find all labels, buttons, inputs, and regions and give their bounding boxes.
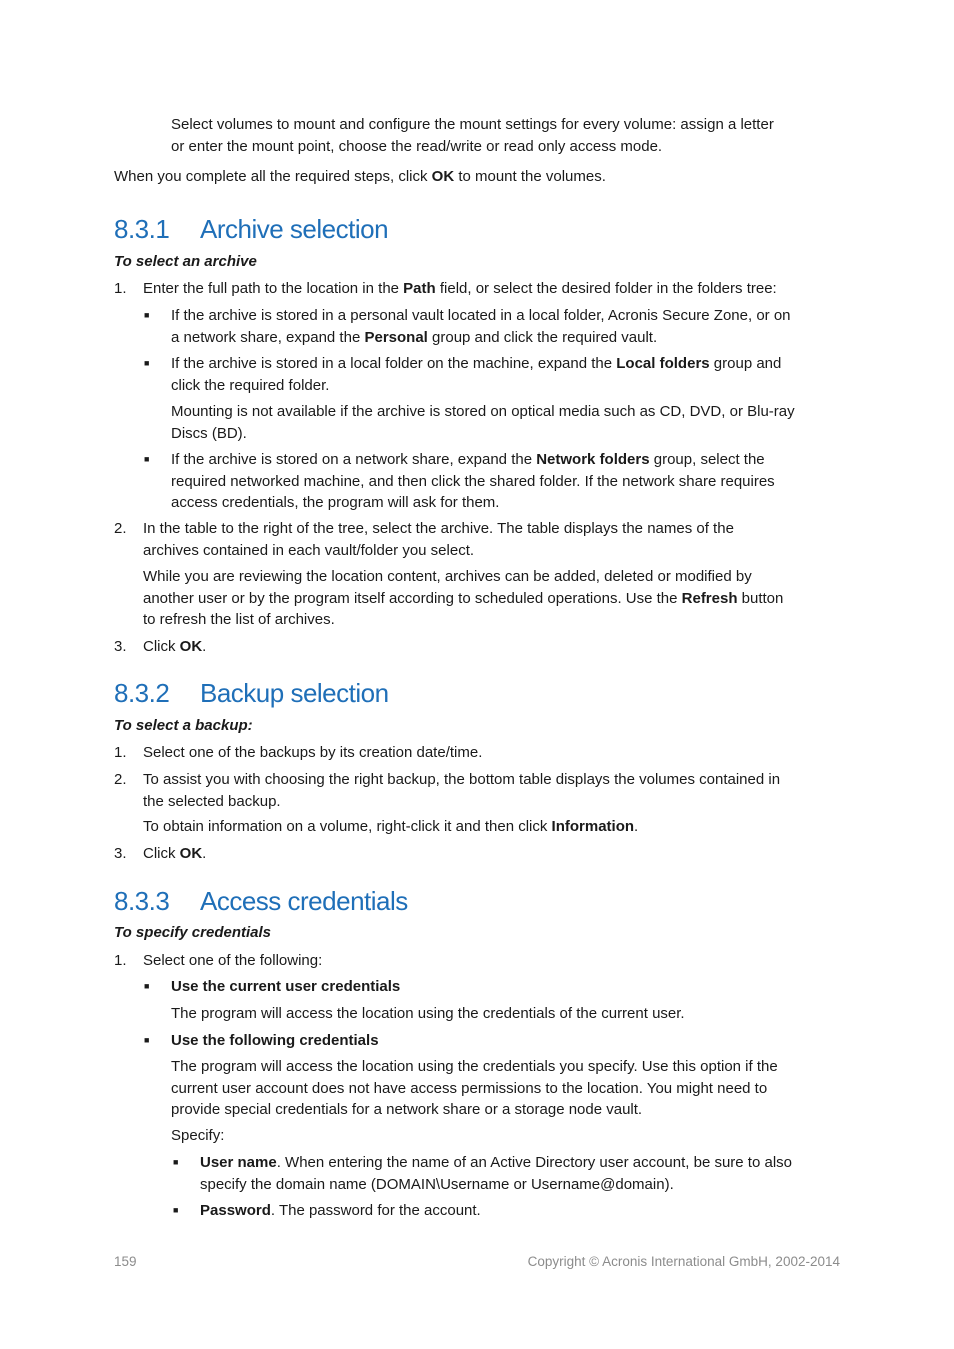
list-item: In the table to the right of the tree, select the archive. The table displays the names of the archives contained in each vault/folder you select. (143, 520, 734, 559)
intro-conclusion: When you complete all the required steps, click OK to mount the volumes. (114, 168, 606, 185)
square-bullet-icon: ■ (144, 358, 150, 368)
list-number: 1. (114, 952, 127, 969)
square-bullet-icon: ■ (144, 1035, 150, 1045)
square-bullet-icon: ■ (144, 310, 150, 320)
bullet-item: Use the current user credentials (171, 978, 401, 995)
bullet-item: Password. The password for the account. (200, 1202, 481, 1219)
bullet-item: If the archive is stored in a local folder on the machine, expand the Local folders group and click the required folder. (171, 355, 782, 394)
option-description: The program will access the location using the credentials of the current user. (171, 1005, 685, 1022)
section-heading-archive-selection: 8.3.1 Archive selection (114, 214, 389, 244)
list-number: 2. (114, 520, 127, 537)
list-number: 1. (114, 744, 127, 761)
procedure-title: To select an archive (114, 253, 257, 270)
square-bullet-icon: ■ (173, 1205, 179, 1215)
list-number: 1. (114, 280, 127, 297)
list-item: Click OK. (143, 845, 207, 862)
list-item: Enter the full path to the location in the Path field, or select the desired folder in the folders tree: (143, 280, 777, 297)
specify-label: Specify: (171, 1127, 225, 1144)
list-number: 3. (114, 638, 127, 655)
bullet-item: If the archive is stored on a network share, expand the Network folders group, select the required networked machine, and then click the shared folder. If the network share requires access credentials, the program will ask for them. (171, 451, 775, 511)
procedure-title: To specify credentials (114, 924, 272, 941)
section-heading-access-credentials: 8.3.3 Access credentials (114, 886, 408, 916)
copyright: Copyright © Acronis International GmbH, 2002-2014 (527, 1254, 840, 1269)
bullet-item: If the archive is stored in a personal vault located in a local folder, Acronis Secure Zone, or on a network share, expand the Personal group and click the required vault. (171, 307, 791, 346)
list-item: To assist you with choosing the right backup, the bottom table displays the volumes contained in the selected backup. (143, 771, 781, 810)
page-number: 159 (114, 1254, 137, 1269)
square-bullet-icon: ■ (144, 981, 150, 991)
list-item: Select one of the following: (143, 952, 323, 969)
bullet-item: User name. When entering the name of an Active Directory user account, be sure to also specify the domain name (DOMAIN\Username or Username@domain). (200, 1154, 792, 1193)
section-heading-backup-selection: 8.3.2 Backup selection (114, 678, 389, 708)
note-paragraph: While you are reviewing the location content, archives can be added, deleted or modified by another user or by the program itself according to scheduled operations. Use the Refresh button to refresh the list of archives. (143, 568, 784, 628)
square-bullet-icon: ■ (173, 1157, 179, 1167)
list-item: Click OK. (143, 638, 207, 655)
list-item: Select one of the backups by its creation date/time. (143, 744, 483, 761)
bullet-item: Use the following credentials (171, 1032, 379, 1049)
procedure-title: To select a backup: (114, 717, 253, 734)
note-paragraph: Mounting is not available if the archive is stored on optical media such as CD, DVD, or Blu-ray Discs (BD). (171, 403, 795, 442)
list-number: 3. (114, 845, 127, 862)
square-bullet-icon: ■ (144, 454, 150, 464)
list-number: 2. (114, 771, 127, 788)
note-paragraph: To obtain information on a volume, right-click it and then click Information. (143, 818, 639, 835)
intro-paragraph: Select volumes to mount and configure the mount settings for every volume: assign a letter or enter the mount point, choose the read/write or read only access mode. (171, 116, 774, 155)
option-description: The program will access the location using the credentials you specify. Use this option if the current user account does not have access permissions to the location. You might need to provide special credentials for a network share or a storage node vault. (171, 1058, 778, 1118)
